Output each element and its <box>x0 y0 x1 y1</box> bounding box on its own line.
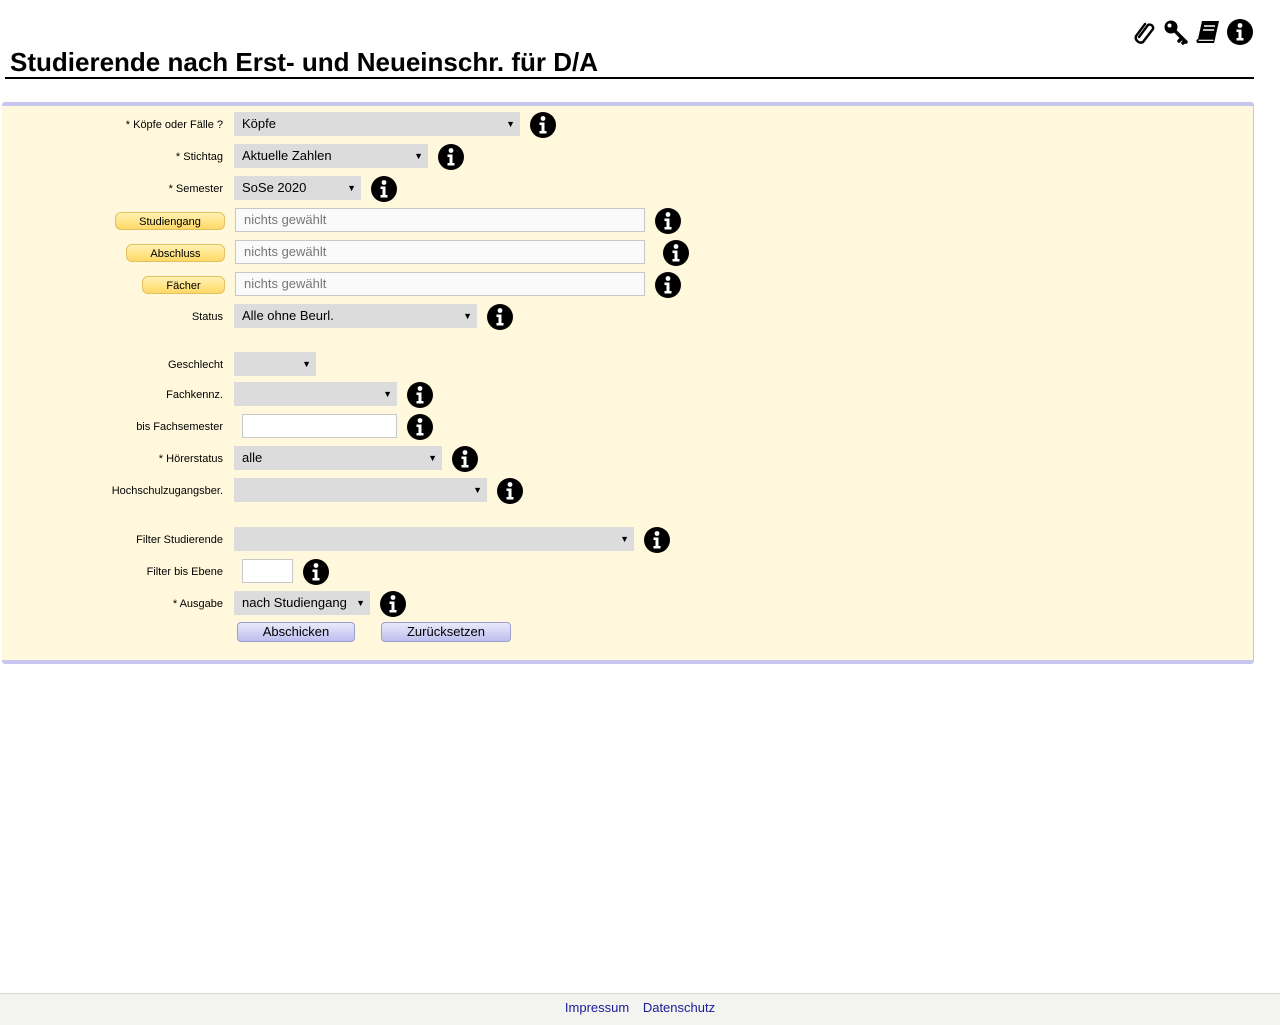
row-fachkennz <box>2 382 1252 408</box>
chevron-down-icon: ▼ <box>383 389 392 399</box>
label-geschlecht: Geschlecht <box>167 359 223 371</box>
label-semester: * Semester <box>168 183 223 195</box>
abschluss-input[interactable]: nichts gewählt <box>235 240 645 264</box>
stichtag-select[interactable] <box>234 144 428 168</box>
studiengang-button[interactable]: Studiengang <box>115 212 225 230</box>
book-icon[interactable] <box>1194 18 1222 46</box>
footer <box>0 993 1280 1025</box>
row-semester <box>2 176 1252 202</box>
chevron-down-icon: ▼ <box>620 534 629 544</box>
faecher-input[interactable]: nichts gewählt <box>235 272 645 296</box>
row-hoererstatus <box>2 446 1252 472</box>
reset-button[interactable]: Zurücksetzen <box>381 622 511 642</box>
info-icon[interactable] <box>643 526 671 554</box>
info-icon[interactable] <box>486 303 514 331</box>
label-status: Status <box>191 311 223 323</box>
info-icon[interactable] <box>406 413 434 441</box>
info-icon[interactable] <box>451 445 479 473</box>
hoererstatus-select[interactable] <box>234 446 442 470</box>
chevron-down-icon: ▼ <box>473 485 482 495</box>
info-icon[interactable] <box>437 143 465 171</box>
info-icon[interactable] <box>302 558 330 586</box>
label-fachkennz: Fachkennz. <box>166 389 223 401</box>
status-select[interactable] <box>234 304 477 328</box>
info-icon[interactable] <box>654 271 682 299</box>
info-icon[interactable] <box>1226 18 1254 46</box>
info-icon[interactable] <box>406 381 434 409</box>
page-title: Studierende nach Erst- und Neueinschr. für D/A <box>5 46 1254 79</box>
label-filter-ebene: Filter bis Ebene <box>146 566 223 578</box>
info-icon[interactable] <box>370 175 398 203</box>
label-hoererstatus: * Hörerstatus <box>158 453 223 465</box>
chevron-down-icon: ▼ <box>347 183 356 193</box>
chevron-down-icon: ▼ <box>414 151 423 161</box>
row-filter-studierende <box>2 527 1252 553</box>
row-ausgabe <box>2 591 1252 617</box>
geschlecht-select[interactable] <box>234 352 316 376</box>
label-koepfe: * Köpfe oder Fälle ? <box>125 119 223 131</box>
semester-select[interactable] <box>234 176 361 200</box>
ausgabe-value: nach Studiengang <box>242 595 347 610</box>
filter-ebene-input[interactable] <box>242 559 293 583</box>
label-ausgabe: * Ausgabe <box>172 598 223 610</box>
label-stichtag: * Stichtag <box>175 151 223 163</box>
semester-value: SoSe 2020 <box>242 180 307 195</box>
chevron-down-icon: ▼ <box>356 598 365 608</box>
ausgabe-select[interactable] <box>234 591 370 615</box>
hoererstatus-value: alle <box>242 450 263 465</box>
datenschutz-link[interactable]: Datenschutz <box>642 1000 716 1015</box>
row-bis-fachsemester <box>2 414 1252 440</box>
row-abschluss <box>2 240 1252 266</box>
row-status <box>2 304 1252 330</box>
studiengang-input[interactable]: nichts gewählt <box>235 208 645 232</box>
info-icon[interactable] <box>654 207 682 235</box>
submit-button[interactable]: Abschicken <box>237 622 355 642</box>
bis-fachsemester-input[interactable] <box>242 414 397 438</box>
key-icon[interactable] <box>1162 18 1190 46</box>
info-icon[interactable] <box>529 111 557 139</box>
stichtag-value: Aktuelle Zahlen <box>242 148 332 163</box>
row-hzb <box>2 478 1252 504</box>
row-stichtag <box>2 144 1252 170</box>
row-faecher <box>2 272 1252 298</box>
info-icon[interactable] <box>662 239 690 267</box>
chevron-down-icon: ▼ <box>428 453 437 463</box>
chevron-down-icon: ▼ <box>463 311 472 321</box>
koepfe-value: Köpfe <box>242 116 276 131</box>
paperclip-icon[interactable] <box>1130 18 1158 46</box>
chevron-down-icon: ▼ <box>506 119 515 129</box>
row-filter-ebene <box>2 559 1252 585</box>
filter-studierende-select[interactable] <box>234 527 634 551</box>
impressum-link[interactable]: Impressum <box>564 1000 630 1015</box>
hzb-select[interactable] <box>234 478 487 502</box>
faecher-button[interactable]: Fächer <box>142 276 225 294</box>
row-studiengang <box>2 208 1252 234</box>
row-geschlecht <box>2 352 1252 378</box>
fachkennz-select[interactable] <box>234 382 397 406</box>
query-form <box>2 102 1254 664</box>
info-icon[interactable] <box>496 477 524 505</box>
label-filter-studierende: Filter Studierende <box>136 534 223 546</box>
label-bis-fachsemester: bis Fachsemester <box>136 421 223 433</box>
label-hzb: Hochschulzugangsber. <box>111 485 223 497</box>
toolbar <box>1130 18 1254 46</box>
koepfe-select[interactable] <box>234 112 520 136</box>
row-koepfe <box>2 112 1252 138</box>
abschluss-button[interactable]: Abschluss <box>126 244 225 262</box>
info-icon[interactable] <box>379 590 407 618</box>
chevron-down-icon: ▼ <box>302 359 311 369</box>
status-value: Alle ohne Beurl. <box>242 308 334 323</box>
